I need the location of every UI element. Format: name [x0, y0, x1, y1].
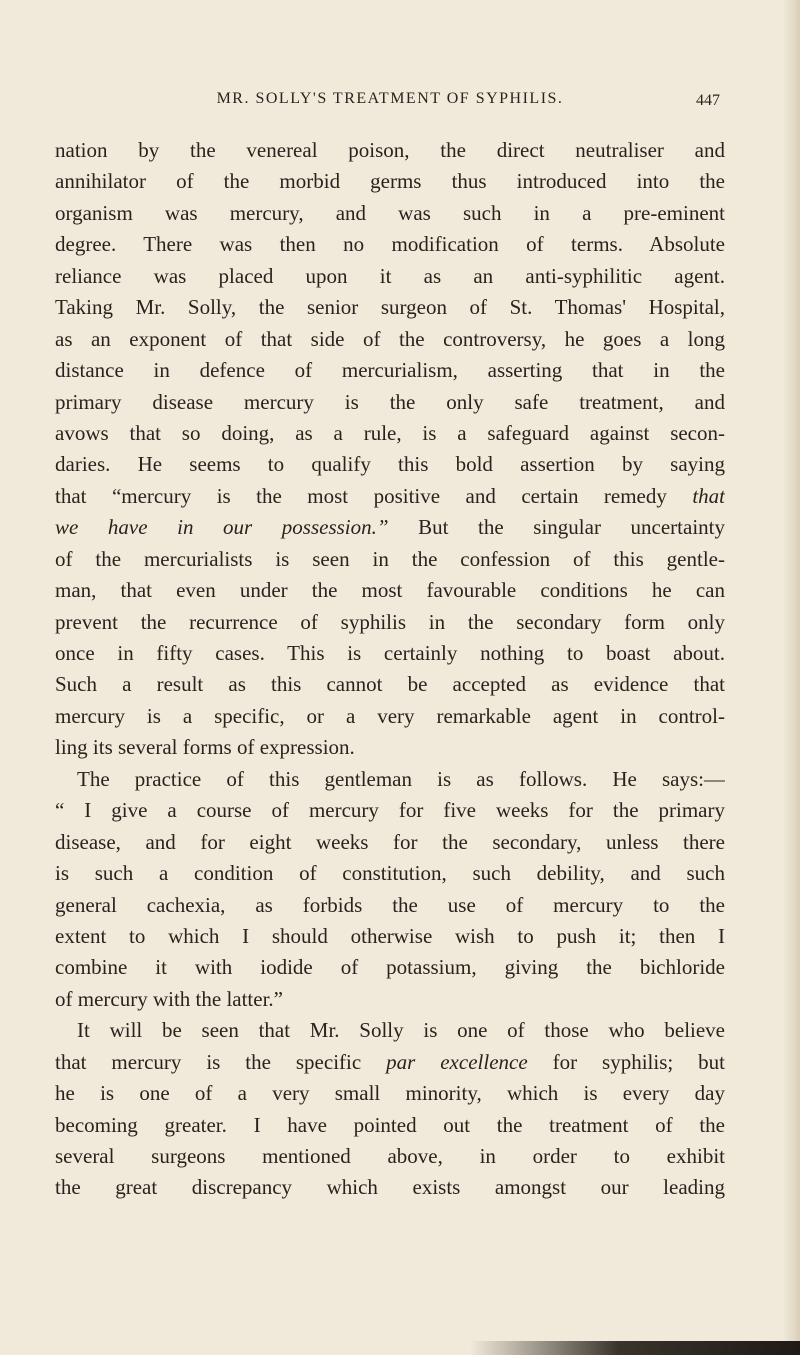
text-line	[55, 324, 725, 355]
text-line	[55, 638, 725, 669]
italic-phrase: we have in our possession.”	[55, 515, 389, 540]
text-line	[55, 795, 725, 826]
text-line-main: reliance was placed upon it as an anti-syphilitic agent.	[55, 263, 725, 288]
text-line-main: that “mercury is the most positive and certain remedy	[55, 483, 693, 508]
text-line-main: extent to which I should otherwise wish to push it; then I	[55, 923, 725, 948]
text-line	[55, 984, 725, 1015]
text-line-main: degree. There was then no modification of terms. Absolute	[55, 232, 725, 257]
text-line-main: several surgeons mentioned above, in order to exhibit	[55, 1144, 725, 1168]
text-line-main: that mercury is the specific	[55, 1049, 387, 1074]
body-text	[55, 135, 725, 1204]
text-line	[55, 921, 725, 952]
text-line	[55, 166, 725, 197]
text-line	[55, 732, 725, 763]
italic-phrase: that	[692, 483, 725, 508]
text-line	[55, 261, 725, 292]
text-line	[55, 1015, 725, 1046]
text-line-after: for syphilis; but	[527, 1049, 725, 1074]
text-line-main: distance in defence of mercurialism, asserting that in the	[55, 358, 725, 383]
text-line	[55, 544, 725, 575]
text-line-main: organism was mercury, and was such in a pre-eminent	[55, 200, 725, 225]
scan-edge-bar	[470, 1341, 800, 1355]
text-line	[55, 858, 725, 889]
italic-phrase: par excellence	[386, 1049, 528, 1074]
text-line-main: It will be seen that Mr. Solly is one of those who believe	[77, 1018, 725, 1043]
text-line-main: of the mercurialists is seen in the confession of this gentle-	[55, 546, 725, 571]
text-line	[55, 481, 725, 512]
text-line	[55, 449, 725, 480]
text-line-main: daries. He seems to qualify this bold assertion by saying	[55, 452, 725, 477]
text-line-main: he is one of a very small minority, which is every day	[55, 1081, 725, 1106]
text-line-main: avows that so doing, as a rule, is a safeguard against secon-	[55, 420, 725, 445]
text-line	[55, 764, 725, 795]
text-line	[55, 952, 725, 983]
text-line	[55, 512, 725, 543]
text-line-main: Such a result as this cannot be accepted as evidence that	[55, 672, 725, 697]
text-line	[55, 1172, 725, 1203]
text-line-main: “ I give a course of mercury for five weeks for the primary	[55, 798, 725, 823]
text-line	[55, 575, 725, 606]
text-line	[55, 827, 725, 858]
text-line	[55, 135, 725, 166]
text-line-main: as an exponent of that side of the controversy, he goes a long	[55, 326, 725, 351]
text-line-main: prevent the recurrence of syphilis in the secondary form only	[55, 609, 725, 634]
text-line	[55, 1110, 725, 1141]
page-edge-shadow	[784, 0, 800, 1355]
text-line	[55, 229, 725, 260]
text-line	[55, 1047, 725, 1078]
running-title: MR. SOLLY'S TREATMENT OF SYPHILIS.	[216, 90, 564, 107]
text-line	[55, 701, 725, 732]
text-line-main: man, that even under the most favourable conditions he can	[55, 578, 725, 603]
text-line-main: the great discrepancy which exists amongst our leading	[55, 1175, 725, 1200]
text-line-main: is such a condition of constitution, such debility, and such	[55, 861, 725, 886]
text-line	[55, 387, 725, 418]
text-line	[55, 1078, 725, 1109]
text-line	[55, 198, 725, 229]
text-line-main: primary disease mercury is the only safe treatment, and	[55, 389, 725, 414]
text-line-main: Taking Mr. Solly, the senior surgeon of St. Thomas' Hospital,	[55, 295, 725, 320]
text-line-main: becoming greater. I have pointed out the treatment of the	[55, 1112, 725, 1137]
text-line	[55, 292, 725, 323]
text-line-main: combine it with iodide of potassium, giving the bichloride	[55, 955, 725, 980]
text-line-after: But the singular uncertainty	[388, 515, 725, 540]
text-line	[55, 669, 725, 700]
text-line-main: of mercury with the latter.”	[55, 986, 283, 1011]
text-line	[55, 418, 725, 449]
text-line-main: disease, and for eight weeks for the secondary, unless there	[55, 829, 725, 854]
text-line	[55, 607, 725, 638]
text-line-main: mercury is a specific, or a very remarkable agent in control-	[55, 703, 725, 728]
text-line	[55, 355, 725, 386]
page-number: 447	[696, 92, 720, 109]
text-line-main: annihilator of the morbid germs thus introduced into the	[55, 169, 725, 194]
page-header	[60, 90, 720, 120]
text-line-main: ling its several forms of expression.	[55, 735, 355, 760]
text-line-main: general cachexia, as forbids the use of mercury to the	[55, 892, 725, 917]
text-line-main: once in fifty cases. This is certainly nothing to boast about.	[55, 641, 725, 665]
text-line-main: The practice of this gentleman is as follows. He says:—	[77, 766, 725, 791]
text-line-main: nation by the venereal poison, the direct neutraliser and	[55, 138, 725, 162]
text-line	[55, 1141, 725, 1172]
text-line	[55, 890, 725, 921]
